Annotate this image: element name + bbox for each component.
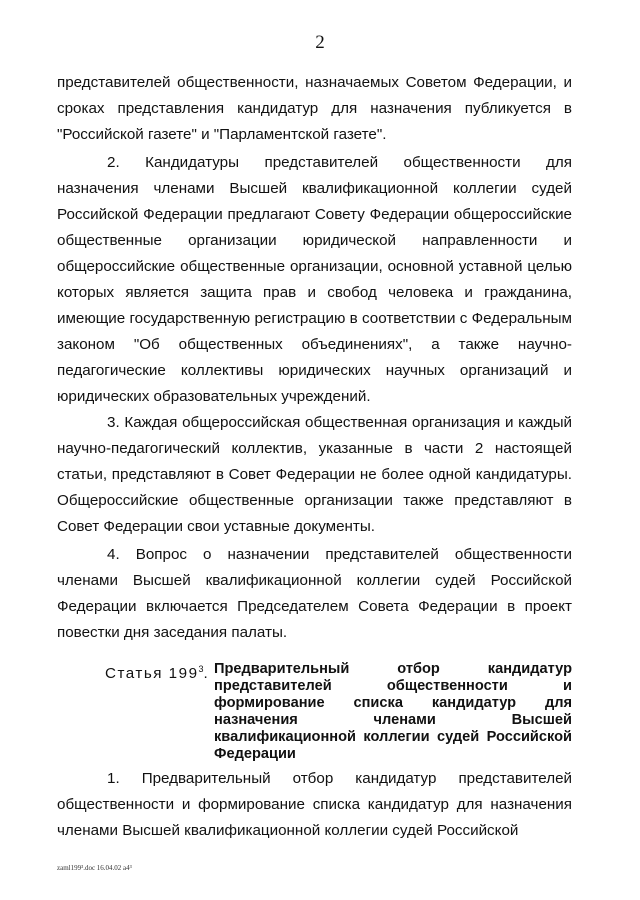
- body-paragraph-3: 3. Каждая общероссийская общественная организация и каждый научно-педагогический коллектив, указанные в части 2 настоящей статьи, представляют в Совет Федерации не более одной кандидатуры. Общероссийские общественные организации также представляют в Совет Федерации свои уставные документы.: [57, 414, 572, 535]
- body-paragraph-article-1: 1. Предварительный отбор кандидатур представителей общественности и формирование списка кандидатур для назначения членами Высшей квалификационной коллегии судей Российской: [57, 770, 572, 839]
- body-paragraph-4: 4. Вопрос о назначении представителей общественности членами Высшей квалификационной коллегии судей Российской Федерации включается Председателем Совета Федерации в проект повестки дня заседания палаты.: [57, 546, 572, 641]
- page-number: 2: [315, 32, 325, 53]
- article-label-superscript: 3: [198, 664, 204, 674]
- body-paragraph-continuation: представителей общественности, назначаемых Советом Федерации, и сроках представления кандидатур для назначения публикуется в "Российской газете" и "Парламентской газете".: [57, 74, 572, 143]
- footer-file-code: zaml199³.doc 16.04.02 a4³: [57, 864, 132, 872]
- article-label: [105, 661, 209, 682]
- article-label-text: Статья 199: [105, 665, 199, 683]
- body-paragraph-2: 2. Кандидатуры представителей общественности для назначения членами Высшей квалификационной коллегии судей Российской Федерации предлагают Совету Федерации общероссийские общественные организации юридической направленности и общероссийские общественные организации, основной уставной целью которых является защита прав и свобод человека и гражданина, имеющие государственную регистрацию в соответствии с Федеральным законом "Об общественных объединениях", а также научно-педагогические коллективы юридических научных организаций и юридических образовательных учреждений.: [57, 154, 572, 405]
- article-label-period: .: [203, 665, 210, 683]
- article-title: Предварительный отбор кандидатур представителей общественности и формирование списка кандидатур для назначения членами Высшей квалификационной коллегии судей Российской Федерации: [214, 661, 572, 762]
